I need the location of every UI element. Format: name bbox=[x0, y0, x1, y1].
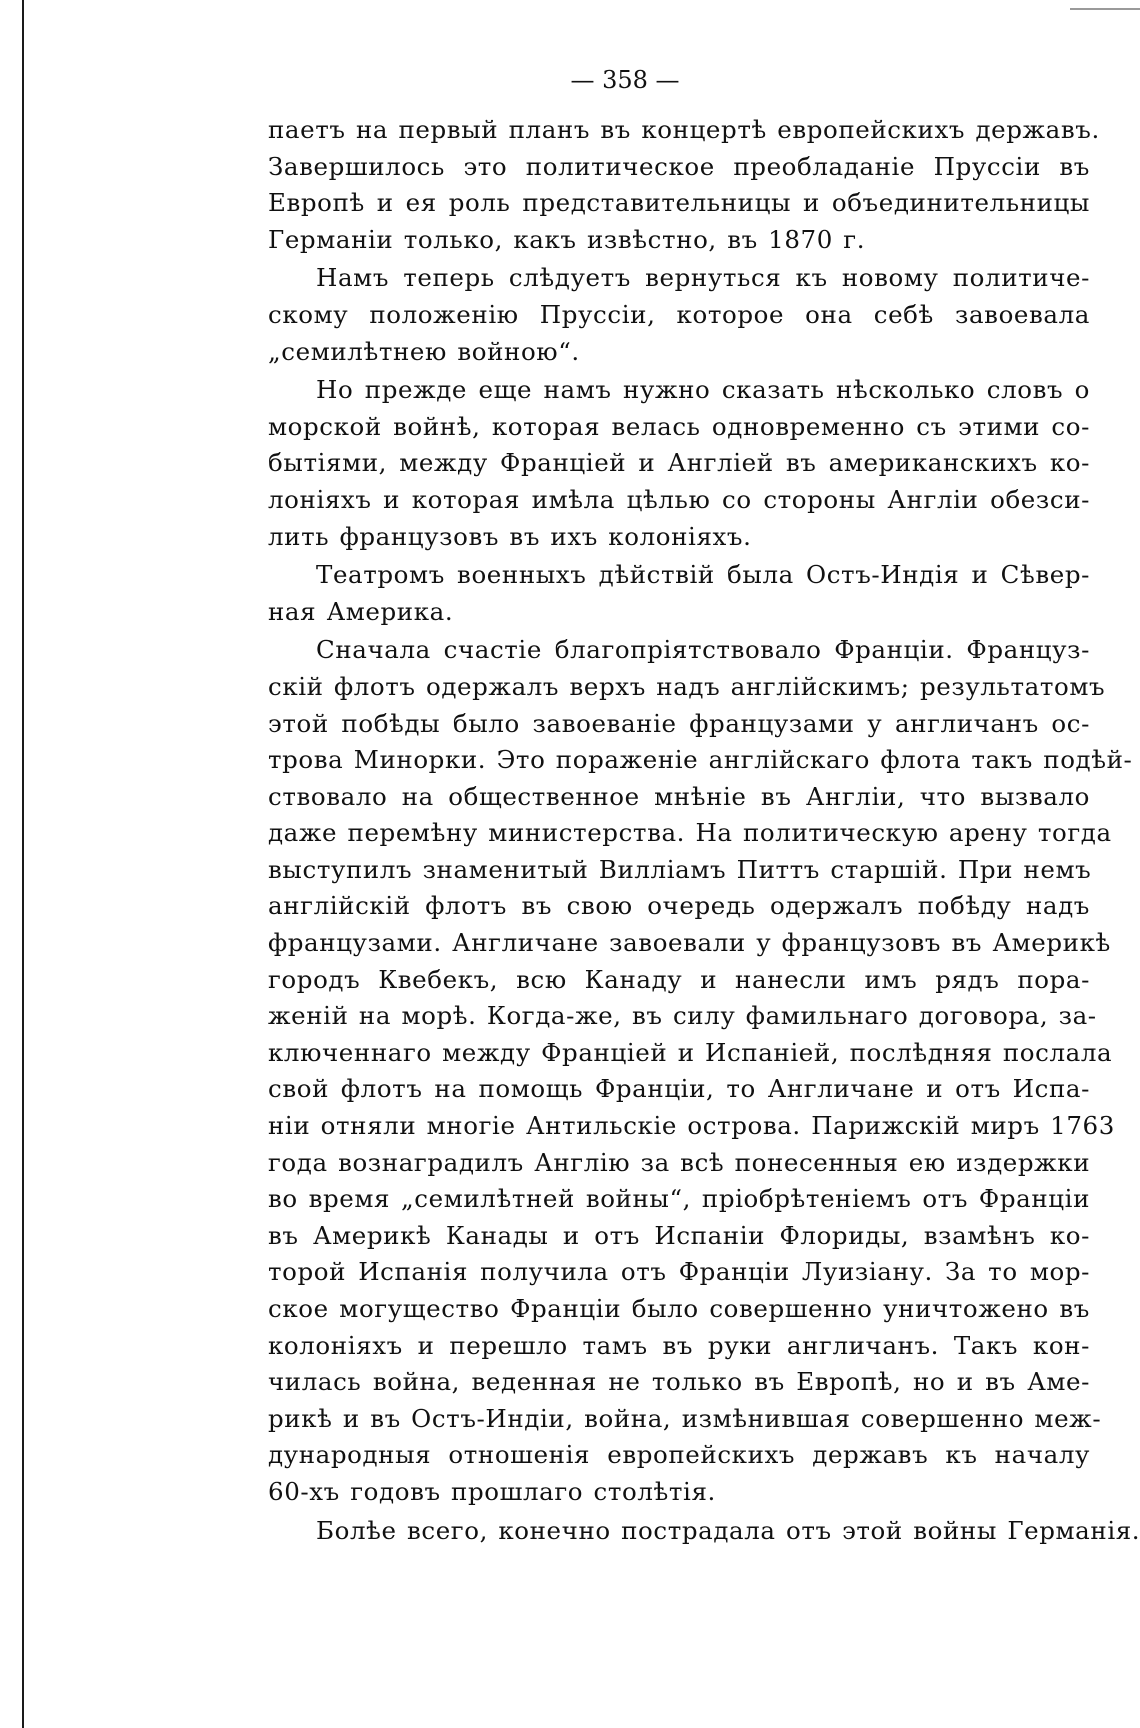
text-line: женій на морѣ. Когда-же, въ силу фамильнаго договора, за- bbox=[268, 1001, 1097, 1031]
text-line: ское могущество Франціи было совершенно уничтожено въ bbox=[268, 1294, 1090, 1323]
paragraph bbox=[268, 632, 1133, 1510]
text-line: ная Америка. bbox=[268, 596, 454, 626]
text-line: Сначала счастіе благопріятствовало Франціи. Француз- bbox=[316, 635, 1090, 665]
text-line: года вознаградилъ Англію за всѣ понесенныя ею издержки bbox=[268, 1147, 1091, 1177]
paragraph bbox=[268, 112, 1100, 258]
text-line: Завершилось это политическое преобладаніе Пруссіи въ bbox=[268, 151, 1090, 181]
text-line: колоніяхъ и перешло тамъ въ руки англичанъ. Такъ кон- bbox=[268, 1330, 1090, 1360]
text-line: Но прежде еще намъ нужно сказать нѣсколько словъ о bbox=[316, 375, 1090, 405]
body-text bbox=[268, 112, 1140, 1549]
text-line: ключеннаго между Франціей и Испаніей, послѣдняя послала bbox=[268, 1037, 1113, 1067]
text-line: даже перемѣну министерства. На политическую арену тогда bbox=[268, 818, 1112, 848]
paragraph bbox=[268, 260, 1090, 370]
text-line: торой Испанія получила отъ Франціи Луизіану. За то мор- bbox=[268, 1257, 1090, 1287]
text-line: лить французовъ въ ихъ колоніяхъ. bbox=[268, 521, 752, 551]
text-line: ніи отняли многіе Антильскіе острова. Парижскій миръ 1763 bbox=[268, 1111, 1115, 1141]
text-line: во время „семилѣтней войны“, пріобрѣтеніемъ отъ Франціи bbox=[268, 1184, 1090, 1214]
text-line: городъ Квебекъ, всю Канаду и нанесли имъ рядъ пора- bbox=[268, 964, 1090, 994]
text-line: выступилъ знаменитый Вилліамъ Питтъ старшій. При немъ bbox=[268, 854, 1092, 884]
text-line: чилась война, веденная не только въ Европѣ, но и въ Аме- bbox=[268, 1367, 1090, 1397]
text-line: морской войнѣ, которая велась одновременно съ этими со- bbox=[268, 411, 1090, 441]
text-line: англійскій флотъ въ свою очередь одержалъ побѣду надъ bbox=[268, 891, 1090, 921]
text-line: лоніяхъ и которая имѣла цѣлью со стороны Англіи обезси- bbox=[268, 484, 1090, 514]
text-line: скій флотъ одержалъ верхъ надъ англійскимъ; результатомъ bbox=[268, 671, 1106, 701]
text-line: этой побѣды было завоеваніе французами у англичанъ ос- bbox=[268, 708, 1090, 738]
text-line: трова Минорки. Это пораженіе англійскаго флота такъ подѣй- bbox=[268, 745, 1133, 775]
text-line: свой флотъ на помощь Франціи, то Англичане и отъ Испа- bbox=[268, 1074, 1090, 1104]
text-line: ствовало на общественное мнѣніе въ Англіи, что вызвало bbox=[268, 781, 1090, 811]
text-line: рикѣ и въ Остъ-Индіи, война, измѣнившая совершенно меж- bbox=[268, 1403, 1102, 1433]
text-line: Намъ теперь слѣдуетъ вернуться къ новому политиче- bbox=[316, 263, 1090, 293]
text-line: Болѣе всего, конечно пострадала отъ этой войны Германія. bbox=[316, 1515, 1140, 1545]
scan-corner-mark bbox=[1070, 8, 1140, 10]
page-number: — 358 — bbox=[570, 66, 680, 94]
text-line: скому положенію Пруссіи, которое она себѣ завоевала bbox=[268, 299, 1090, 329]
text-line: Европѣ и ея роль представительницы и объединительницы bbox=[268, 188, 1090, 218]
paragraph bbox=[268, 557, 1090, 630]
text-line: 60-хъ годовъ прошлаго столѣтія. bbox=[268, 1476, 716, 1506]
text-line: дународныя отношенія европейскихъ державъ къ началу bbox=[268, 1440, 1090, 1470]
paragraph bbox=[268, 1513, 1140, 1550]
text-line: въ Америкѣ Канады и отъ Испаніи Флориды, взамѣнъ ко- bbox=[268, 1220, 1090, 1250]
page-edge-line bbox=[22, 0, 24, 1728]
text-line: французами. Англичане завоевали у французовъ въ Америкѣ bbox=[268, 928, 1111, 958]
text-line: „семилѣтнею войною“. bbox=[268, 336, 580, 366]
paragraph bbox=[268, 372, 1090, 555]
text-line: Германіи только, какъ извѣстно, въ 1870 г. bbox=[268, 224, 866, 254]
text-line: паетъ на первый планъ въ концертѣ европейскихъ державъ. bbox=[268, 115, 1100, 144]
text-line: бытіями, между Франціей и Англіей въ американскихъ ко- bbox=[268, 448, 1090, 478]
text-line: Театромъ военныхъ дѣйствій была Остъ-Индія и Сѣвер- bbox=[316, 560, 1090, 590]
